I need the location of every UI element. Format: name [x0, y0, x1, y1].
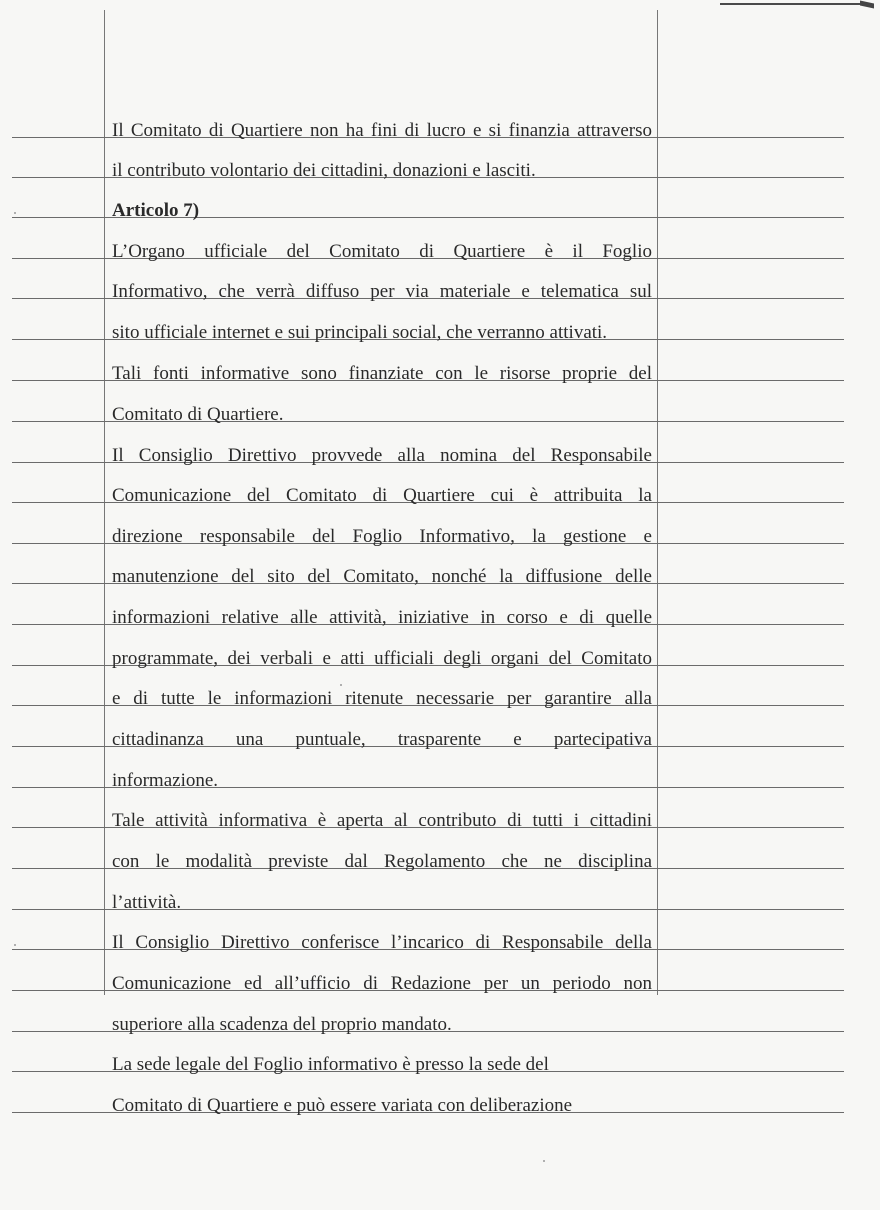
text-line: Tali fonti informative sono finanziate con le risorse proprie del — [112, 363, 652, 384]
text-line: informazioni relative alle attività, iniziative in corso e di quelle — [112, 607, 652, 628]
text-line: Comunicazione del Comitato di Quartiere cui è attribuita la — [112, 485, 652, 506]
scan-speck — [14, 212, 16, 214]
text-line: Il Consiglio Direttivo conferisce l’incarico di Responsabile della — [112, 932, 652, 953]
text-line: manutenzione del sito del Comitato, nonché la diffusione delle — [112, 566, 652, 587]
text-line: informazione. — [112, 770, 219, 791]
scan-speck — [340, 684, 342, 686]
text-line: Comitato di Quartiere e può essere variata con deliberazione — [112, 1095, 573, 1116]
text-line: La sede legale del Foglio informativo è presso la sede del — [112, 1054, 549, 1075]
text-line: Tale attività informativa è aperta al contributo di tutti i cittadini — [112, 810, 652, 831]
text-line: cittadinanza una puntuale, trasparente e partecipativa — [112, 729, 652, 750]
top-edge-bar — [720, 3, 860, 5]
text-line: Il Comitato di Quartiere non ha fini di lucro e si finanzia attraverso — [112, 120, 652, 141]
text-line: Comunicazione ed all’ufficio di Redazione per un periodo non — [112, 973, 652, 994]
text-line: con le modalità previste dal Regolamento che ne disciplina — [112, 851, 652, 872]
text-line: direzione responsabile del Foglio Informativo, la gestione e — [112, 526, 652, 547]
text-line: programmate, dei verbali e atti ufficiali degli organi del Comitato — [112, 648, 652, 669]
text-line: Informativo, che verrà diffuso per via materiale e telematica sul — [112, 281, 652, 302]
scan-speck — [543, 1160, 545, 1162]
text-line: superiore alla scadenza del proprio mandato. — [112, 1014, 452, 1035]
top-edge-tip — [860, 1, 874, 9]
text-line: l’attività. — [112, 892, 182, 913]
text-line: sito ufficiale internet e sui principali social, che verranno attivati. — [112, 322, 608, 343]
text-line: il contributo volontario dei cittadini, donazioni e lasciti. — [112, 160, 536, 181]
text-line: Il Consiglio Direttivo provvede alla nomina del Responsabile — [112, 445, 652, 466]
text-line: e di tutte le informazioni ritenute necessarie per garantire alla — [112, 688, 652, 709]
scan-speck — [14, 944, 16, 946]
top-edge-mark — [720, 0, 880, 8]
text-line: Comitato di Quartiere. — [112, 404, 284, 425]
text-line: L’Organo ufficiale del Comitato di Quartiere è il Foglio — [112, 241, 652, 262]
article-heading: Articolo 7) — [112, 200, 200, 221]
